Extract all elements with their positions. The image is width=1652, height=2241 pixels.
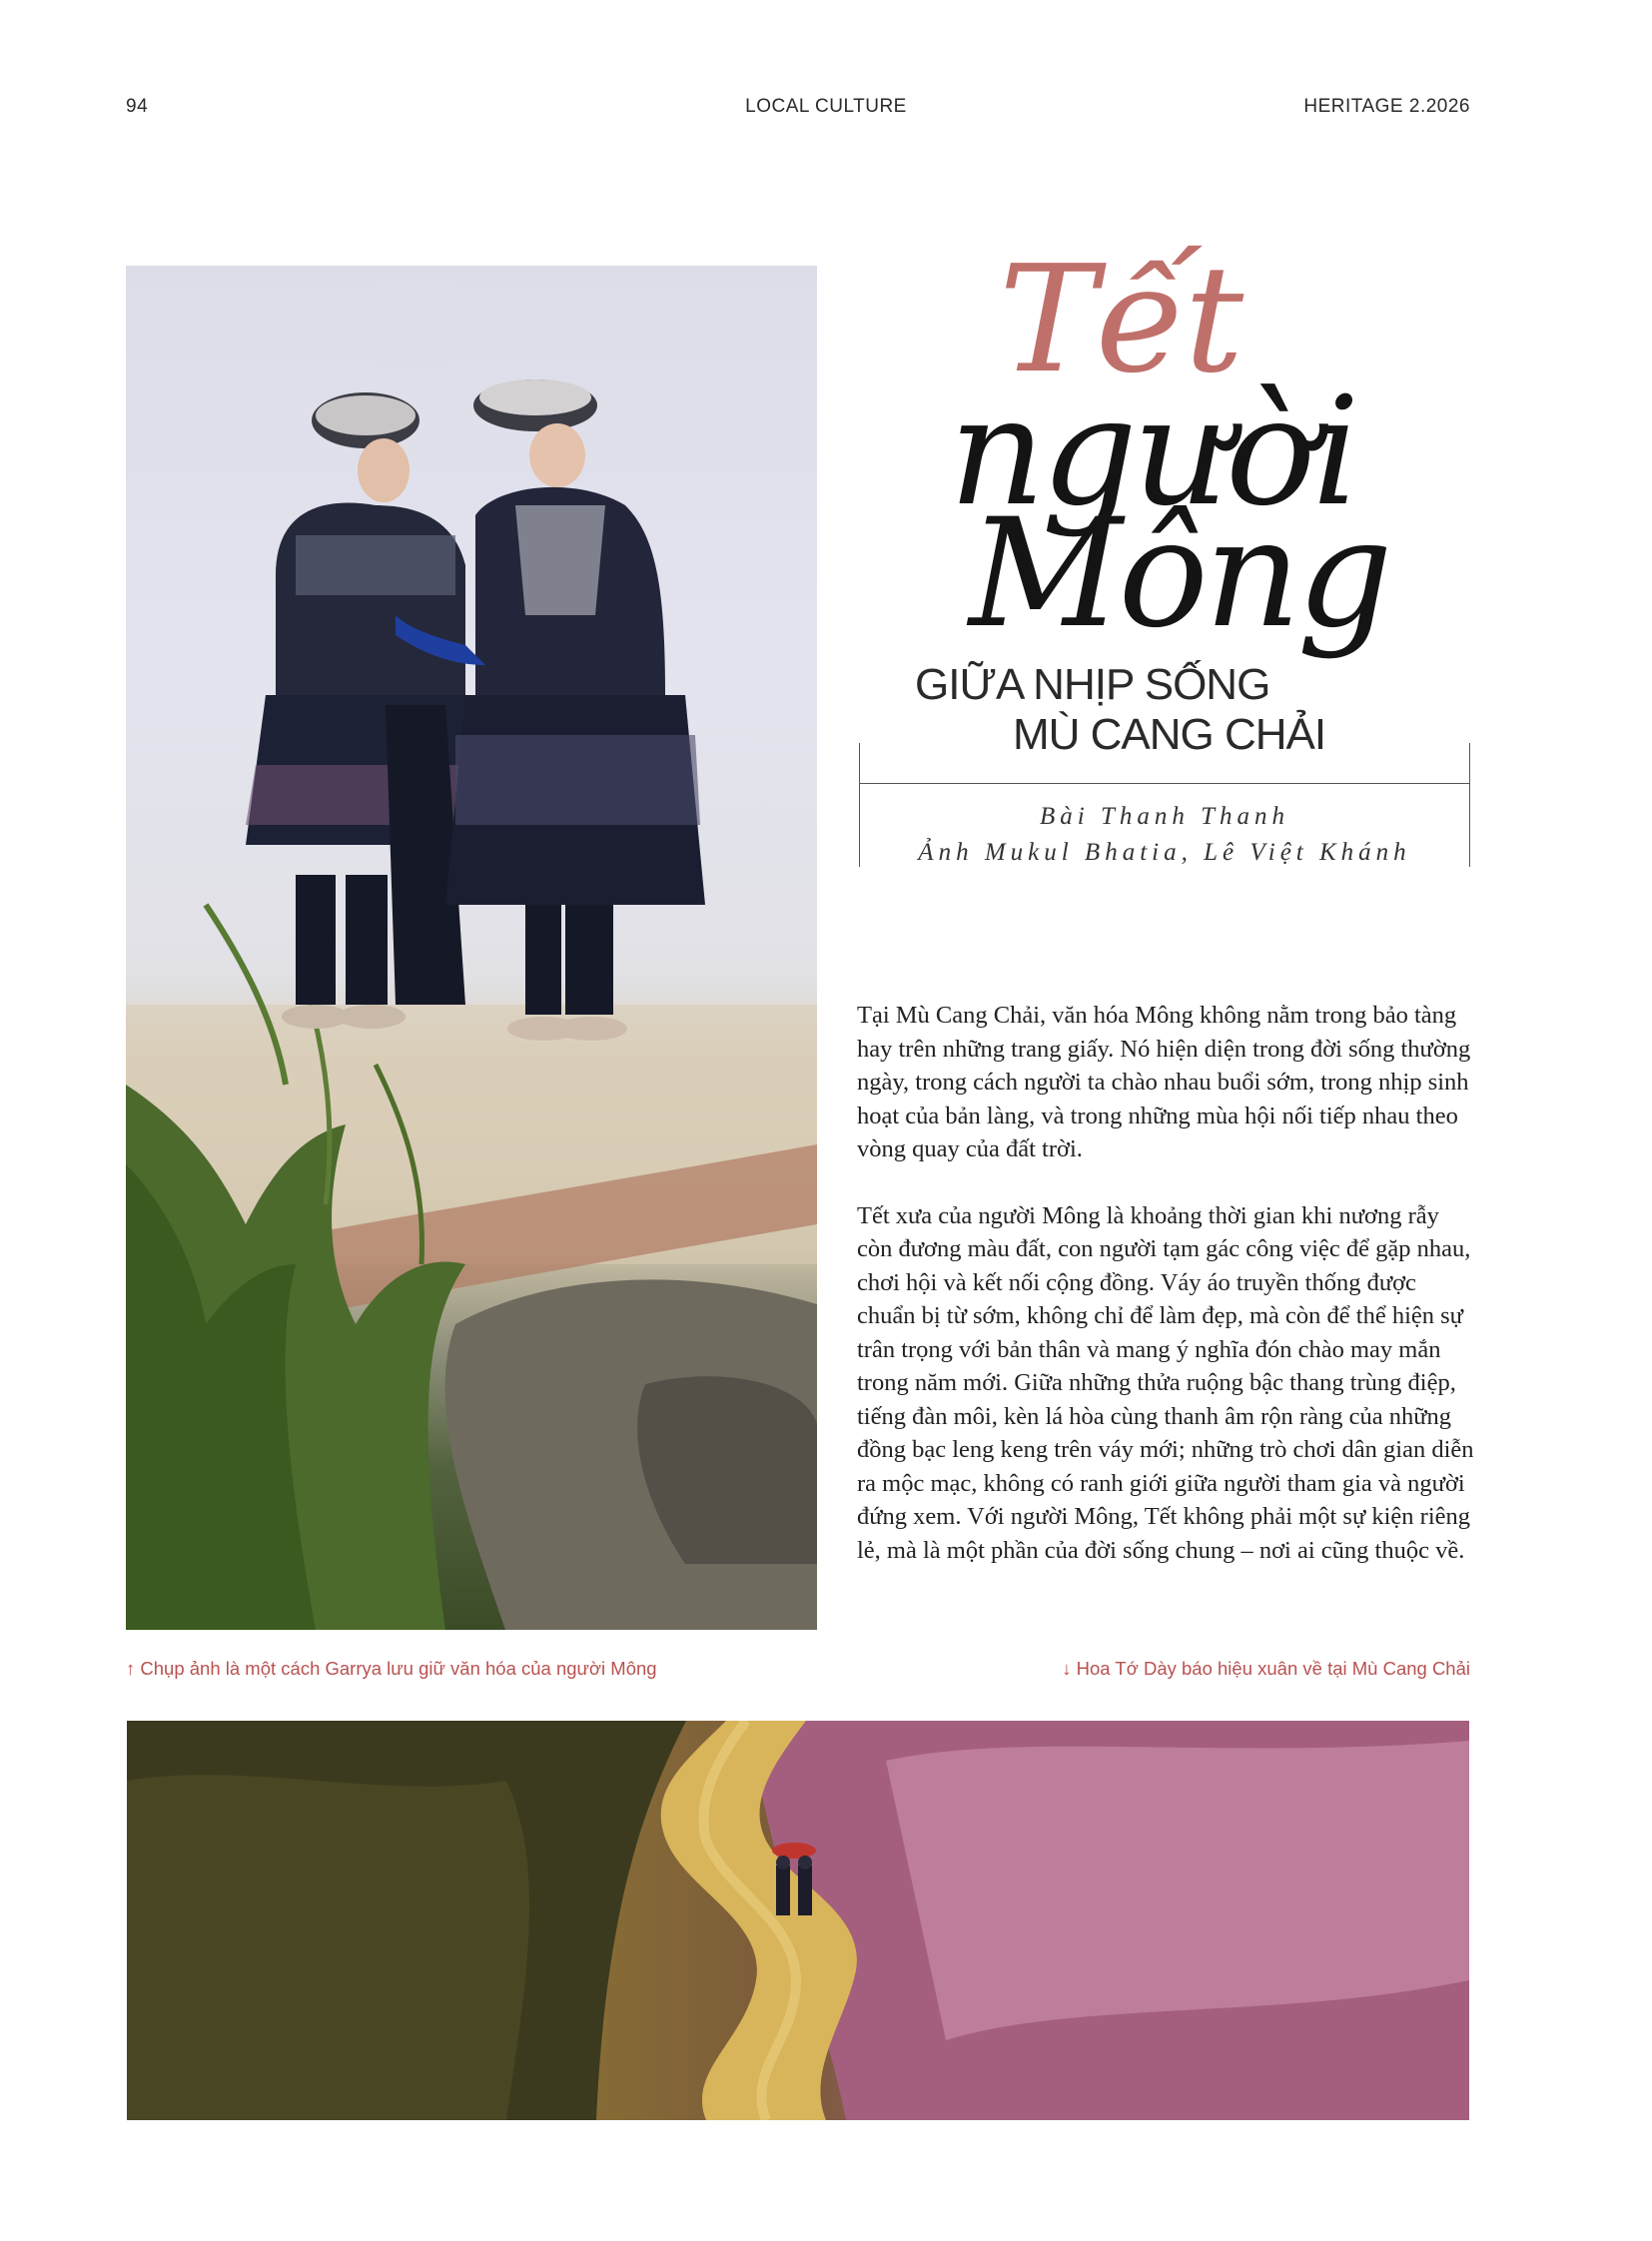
byline-writer: Bài Thanh Thanh <box>1039 803 1290 830</box>
body-paragraph: Tết xưa của người Mông là khoảng thời gian khi nương rẫy còn đương màu đất, con người tạm gác công việc để gặp nhau, chơi hội và kết nối cộng đồng. Váy áo truyền thống được chuẩn bị từ sớm, không chỉ để làm đẹp, mà còn để thể hiện sự trân trọng với bản thân và mang ý nghĩa đón chào may mắn trong năm mới. Giữa những thửa ruộng bậc thang trùng điệp, tiếng đàn môi, kèn lá hòa cùng thanh âm rộn ràng của những đồng bạc leng keng trên váy mới; những trò chơi dân gian diễn ra mộc mạc, không có ranh giới giữa người tham gia và người đứng xem. Với người Mông, Tết không phải một sự kiện riêng lẻ, mà là một phần của đời sống chung – nơi ai cũng thuộc về. <box>857 1201 1474 1564</box>
photo-hmong-girls <box>126 266 817 1630</box>
photo-blossom-path <box>127 1721 1469 2120</box>
title-word-mong: Mông <box>969 487 1389 661</box>
article-body <box>857 999 1474 1600</box>
subtitle-line-1: GIỮA NHỊP SỐNG <box>915 660 1270 709</box>
page-number: 94 <box>126 96 149 117</box>
byline-rule-top <box>859 783 1470 784</box>
issue-label: HERITAGE 2.2026 <box>1303 96 1470 117</box>
section-label: LOCAL CULTURE <box>745 96 907 117</box>
byline-photographers: Ảnh Mukul Bhatia, Lê Việt Khánh <box>918 839 1411 866</box>
body-paragraph: Tại Mù Cang Chải, văn hóa Mông không nằm trong bảo tàng hay trên những trang giấy. Nó hiện diện trong đời sống thường ngày, trong cách người ta chào nhau buổi sớm, trong nhịp sinh hoạt của bản làng, và trong những mùa hội nối tiếp nhau theo vòng quay của đất trời. <box>857 1002 1471 1162</box>
title-word-tet: Tết <box>999 234 1242 405</box>
title-word-nguoi: người <box>949 366 1356 539</box>
caption-photo-1: ↑ Chụp ảnh là một cách Garrya lưu giữ văn hóa của người Mông <box>126 1658 657 1679</box>
byline-box <box>859 743 1470 867</box>
caption-photo-2: ↓ Hoa Tớ Dày báo hiệu xuân về tại Mù Cang Chải <box>1062 1658 1470 1679</box>
subtitle-line-2: MÙ CANG CHẢI <box>1013 710 1326 759</box>
